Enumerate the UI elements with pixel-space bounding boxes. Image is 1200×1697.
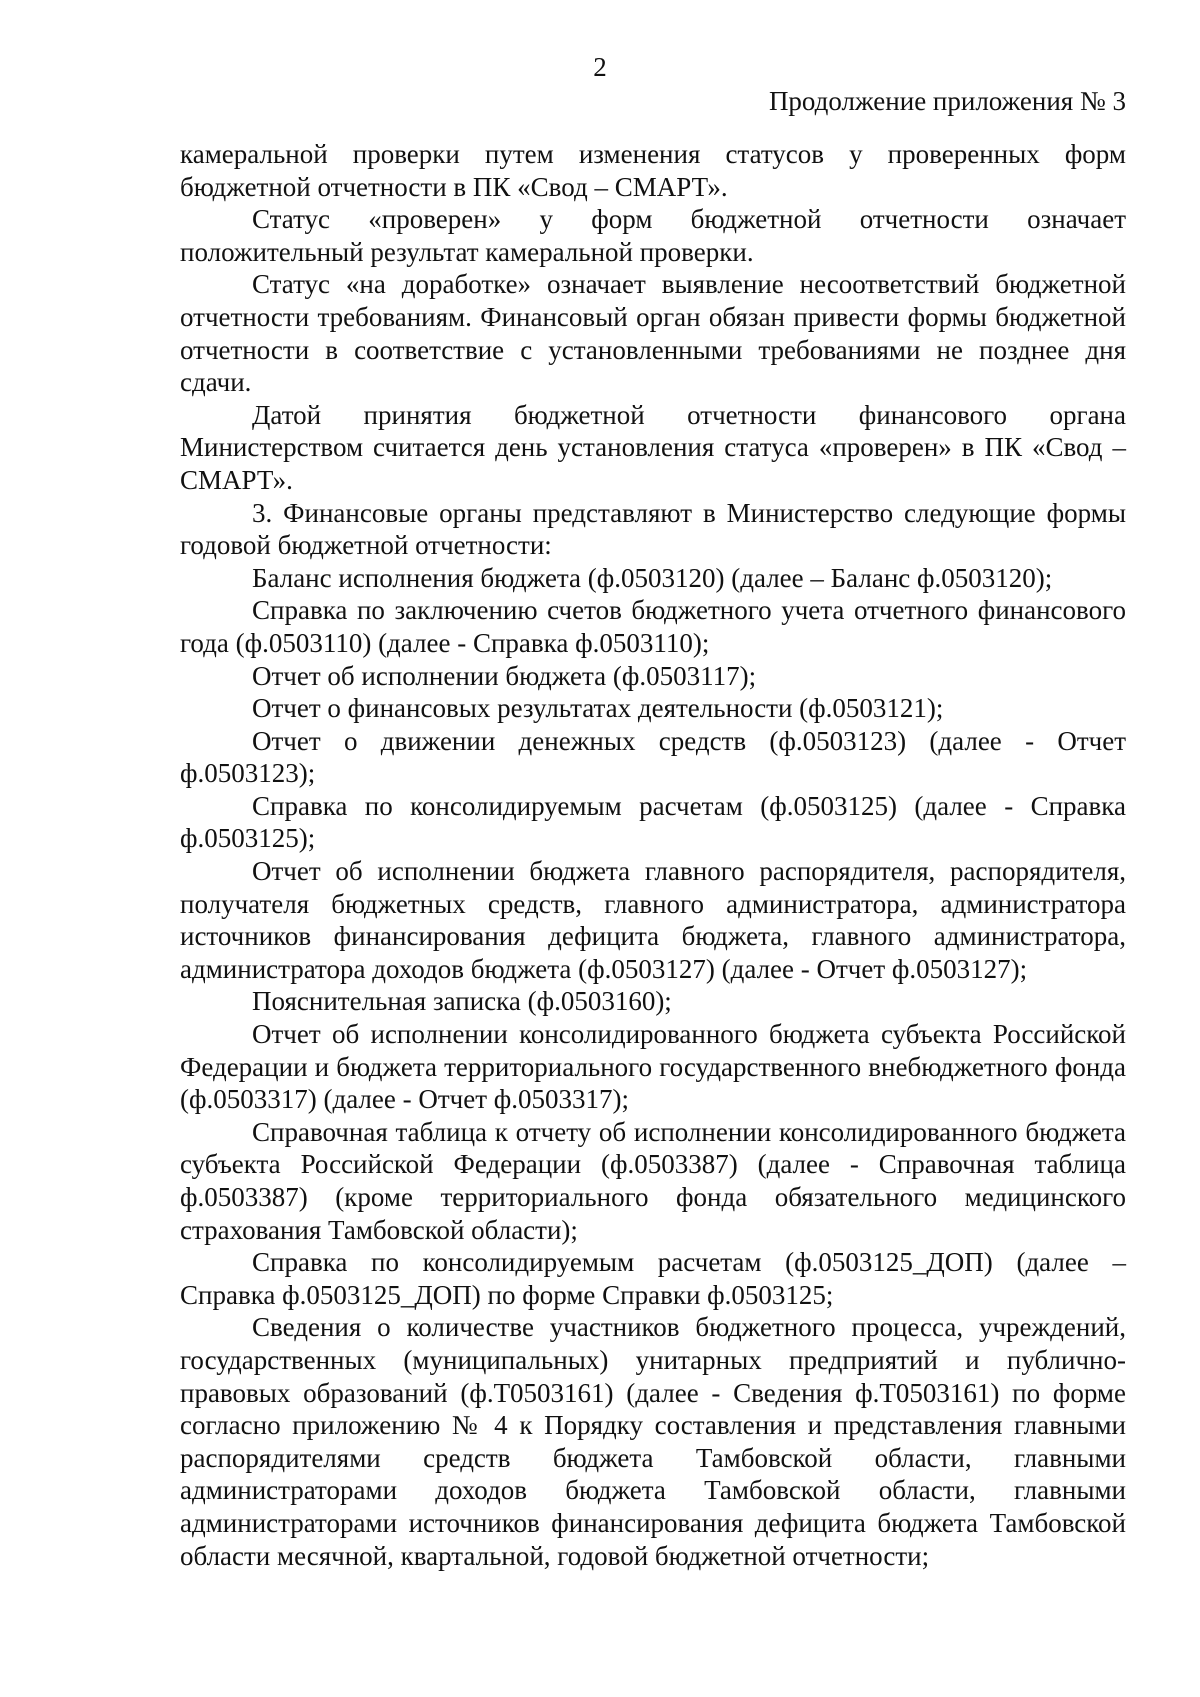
paragraph-12: Отчет об исполнении бюджета главного распорядителя, распорядителя, получателя бюджетных средств, главного администратора, администратора источников финансирования дефицита бюджета, главного администратора, администратора доходов бюджета (ф.0503127) (далее - Отчет ф.0503127); xyxy=(180,856,1126,984)
document-body xyxy=(180,138,1126,1572)
paragraph-7: Справка по заключению счетов бюджетного учета отчетного финансового года (ф.0503110) (далее - Справка ф.0503110); xyxy=(180,595,1126,658)
paragraph-13: Пояснительная записка (ф.0503160); xyxy=(252,986,672,1017)
paragraph-11: Справка по консолидируемым расчетам (ф.0503125) (далее - Справка ф.0503125); xyxy=(180,790,1126,854)
paragraph-9: Отчет о финансовых результатах деятельности (ф.0503121); xyxy=(252,693,944,724)
paragraph-3: Статус «на доработке» означает выявление несоответствий бюджетной отчетности требованиям. Финансовый орган обязан привести формы бюджетной отчетности в соответствие с установленными требованиями не позднее дня сдачи. xyxy=(180,269,1126,398)
page-number: 2 xyxy=(593,52,607,82)
paragraph-2: Статус «проверен» у форм бюджетной отчетности означает положительный результат камеральной проверки. xyxy=(180,204,1126,267)
paragraph-5: 3. Финансовые органы представляют в Министерство следующие формы годовой бюджетной отчетности: xyxy=(180,497,1126,561)
paragraph-17: Сведения о количестве участников бюджетного процесса, учреждений, государственных (муниципальных) унитарных предприятий и публично-правовых образований (ф.Т0503161) (далее - Сведения ф.Т0503161) по форме согласно приложению № 4 к Порядку составления и представления главными распорядителями средств бюджета Тамбовской области, главными администраторами доходов бюджета Тамбовской области, главными администраторами источников финансирования дефицита бюджета Тамбовской области месячной, квартальной, годовой бюджетной отчетности; xyxy=(180,1312,1126,1571)
paragraph-4: Датой принятия бюджетной отчетности финансового органа Министерством считается день установления статуса «проверен» в ПК «Свод – СМАРТ». xyxy=(180,399,1126,495)
paragraph-8: Отчет об исполнении бюджета (ф.0503117); xyxy=(252,660,757,691)
paragraph-6: Баланс исполнения бюджета (ф.0503120) (далее – Баланс ф.0503120); xyxy=(252,562,1053,593)
appendix-continuation-label: Продолжение приложения № 3 xyxy=(768,86,1126,116)
paragraph-16: Справка по консолидируемым расчетам (ф.0503125_ДОП) (далее – Справка ф.0503125_ДОП) по форме Справки ф.0503125; xyxy=(180,1247,1126,1310)
paragraph-15: Справочная таблица к отчету об исполнении консолидированного бюджета субъекта Российской Федерации (ф.0503387) (далее - Справочная таблица ф.0503387) (кроме территориального фонда обязательного медицинского страхования Тамбовской области); xyxy=(180,1116,1126,1245)
paragraph-1: камеральной проверки путем изменения статусов у проверенных форм бюджетной отчетности в ПК «Свод – СМАРТ». xyxy=(180,139,1126,202)
paragraph-14: Отчет об исполнении консолидированного бюджета субъекта Российской Федерации и бюджета территориального государственного внебюджетного фонда (ф.0503317) (далее - Отчет ф.0503317); xyxy=(180,1019,1126,1115)
paragraph-10: Отчет о движении денежных средств (ф.0503123) (далее - Отчет ф.0503123); xyxy=(180,725,1126,789)
